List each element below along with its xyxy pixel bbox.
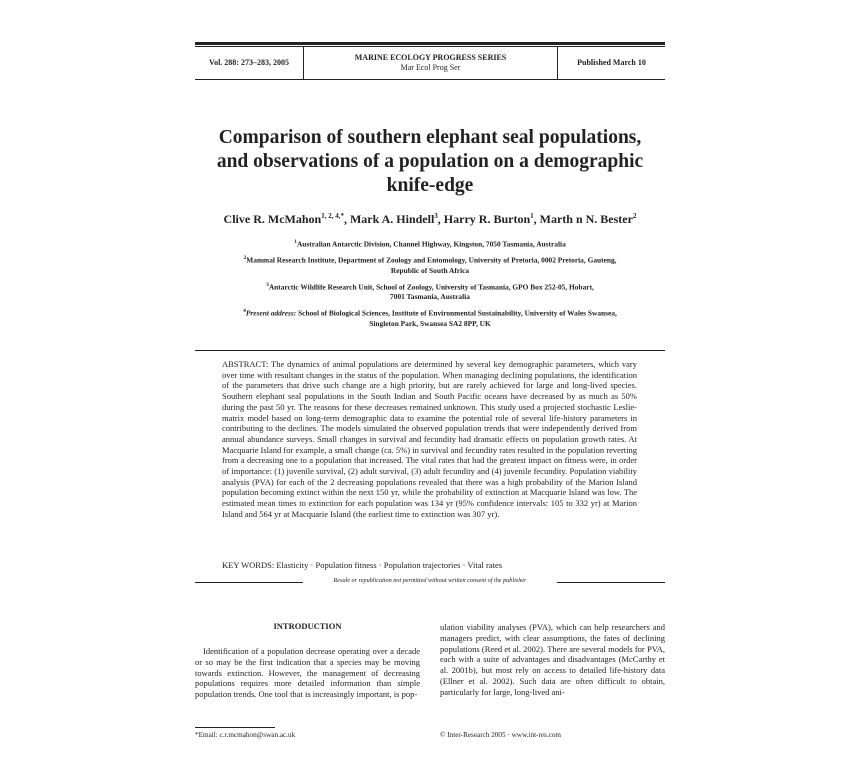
- header-published: [558, 47, 665, 79]
- footnote-email: *Email: c.r.mcmahon@swan.ac.uk: [195, 731, 296, 739]
- affil-label: Present address:: [245, 308, 297, 318]
- body-column-right: [440, 622, 665, 698]
- keywords-text: Elasticity · Population fitness · Population trajectories · Vital rates: [276, 560, 503, 570]
- keywords-label: KEY WORDS:: [222, 560, 275, 570]
- copyright-notice: © Inter-Research 2005 · www.int-res.com: [440, 731, 562, 739]
- affiliation-list: [195, 237, 665, 333]
- author-separator: ,: [533, 212, 540, 226]
- affil-line: Antarctic Wildlife Research Unit, School of Zoology, University of Tasmania, GPO Box 252-05, Hobart,: [268, 282, 594, 292]
- affil-line: Republic of South Africa: [390, 265, 470, 275]
- header-rule-top: [195, 42, 665, 45]
- resale-notice: Resale or republication not permitted without written consent of the publisher: [333, 577, 527, 584]
- author-name: Mark A. Hindell: [349, 212, 435, 226]
- header-journal: [304, 47, 557, 79]
- title-line: knife-edge: [386, 175, 474, 196]
- journal-abbrev: Mar Ecol Prog Ser: [400, 63, 461, 72]
- author-name: Harry R. Burton: [443, 212, 531, 226]
- affil-mark: 3: [266, 281, 269, 288]
- affiliation: [195, 280, 665, 302]
- author-list: [150, 212, 710, 227]
- affiliation: [195, 237, 665, 249]
- body-paragraph: ulation viability analyses (PVA), which can help researchers and managers predict, with clear assumptions, the fates of declining populations (Reed et al. 2002). There are several models for PVA, each with a suite of advantages and disadvantages (McCarthy et al. 2001b), but most rely on access to detailed life-history data (Ellner et al. 2002). Such data are often difficult to obtain, particularly for large, long-lived ani-: [440, 622, 665, 697]
- body-column-left: [195, 646, 420, 700]
- affil-line: 7001 Tasmania, Australia: [390, 292, 470, 302]
- affiliation: [195, 253, 665, 275]
- author-affil-mark: 1, 2, 4,*: [321, 212, 344, 220]
- author-affil-mark: 3: [434, 212, 438, 220]
- author-affil-mark: 1: [530, 212, 534, 220]
- journal-name: MARINE ECOLOGY PROGRESS SERIES: [354, 53, 507, 62]
- header-volume: [195, 47, 303, 79]
- section-heading: INTRODUCTION: [273, 621, 342, 631]
- affil-mark: 4: [243, 308, 246, 315]
- published-date: Published March 10: [577, 58, 646, 67]
- affil-line: School of Biological Sciences, Institute of Environmental Sustainability, University of Wales Swansea,: [298, 308, 617, 318]
- body-paragraph: Identification of a population decrease operating over a decade or so may be the first indication that a species may be moving towards extinction. However, the management of decreasing populations requires more detailed information than simple population trends. One tool that is increasingly important, is pop-: [195, 646, 420, 700]
- affil-line: Singleton Park, Swansea SA2 8PP, UK: [369, 318, 491, 328]
- author-separator: ,: [343, 212, 350, 226]
- keywords: [222, 560, 637, 570]
- affil-mark: 2: [243, 255, 247, 262]
- header-rule-bottom: [195, 79, 665, 80]
- author-name: Marth n N. Bester: [539, 212, 633, 226]
- author-affil-mark: 2: [632, 212, 637, 220]
- author-separator: ,: [437, 212, 444, 226]
- affil-line: Australian Antarctic Division, Channel Highway, Kingston, 7050 Tasmania, Australia: [296, 239, 566, 249]
- affil-line: Mammal Research Institute, Department of Zoology and Entomology, University of Pretoria, 0002 Pretoria, Gauteng,: [246, 255, 617, 265]
- title-line: and observations of a population on a demographic: [216, 151, 644, 172]
- volume-text: Vol. 288: 273–283, 2005: [209, 58, 289, 67]
- affil-mark: 1: [294, 239, 297, 245]
- title-line: Comparison of southern elephant seal populations,: [218, 127, 642, 148]
- affiliation: [195, 306, 665, 328]
- footnote-rule: [195, 727, 275, 728]
- abstract-rule-top: [195, 350, 665, 351]
- abstract: ABSTRACT: The dynamics of animal populations are determined by several key demographic parameters, which vary over time with resultant changes in the status of the population. When managing declining populations, the identification of the parameters that drive such change are a high priority, but are rarely achieved for large and long-lived species. Southern elephant seal populations in the South Indian and South Pacific oceans have decreased by as much as 50% during the past 50 yr. The reasons for these decreases remained unknown. This study used a projected stochastic Leslie-matrix model based on long-term demographic data to examine the potential role of several life-history parameters in contributing to the declines. The models simulated the observed population trends that were independently derived from annual abundance surveys. Small changes in survival and fecundity had dramatic effects on population growth rates. At Macquarie Island for example, a small change (ca. 5%) in survival and fecundity rates resulted in the population reverting from a decreasing one to a population that increased. The vital rates that had the greatest impact on fitness were, in order of importance: (1) juvenile survival, (2) adult survival, (3) adult fecundity and (4) juvenile fecundity. Population viability analysis (PVA) for each of the 2 decreasing populations revealed that there was a high probability of the Marion Island population becoming extinct within the next 150 yr, while the probability of extinction at Macquarie Island was low. The estimated mean times to extinction for each population was 134 yr (95% confidence intervals: 105 to 332 yr) at Marion Island and 564 yr at Macquarie Island (the earliest time to extinction was 307 yr).: [222, 359, 637, 519]
- author-name: Clive R. McMahon: [223, 212, 322, 226]
- paper-title: [150, 126, 710, 198]
